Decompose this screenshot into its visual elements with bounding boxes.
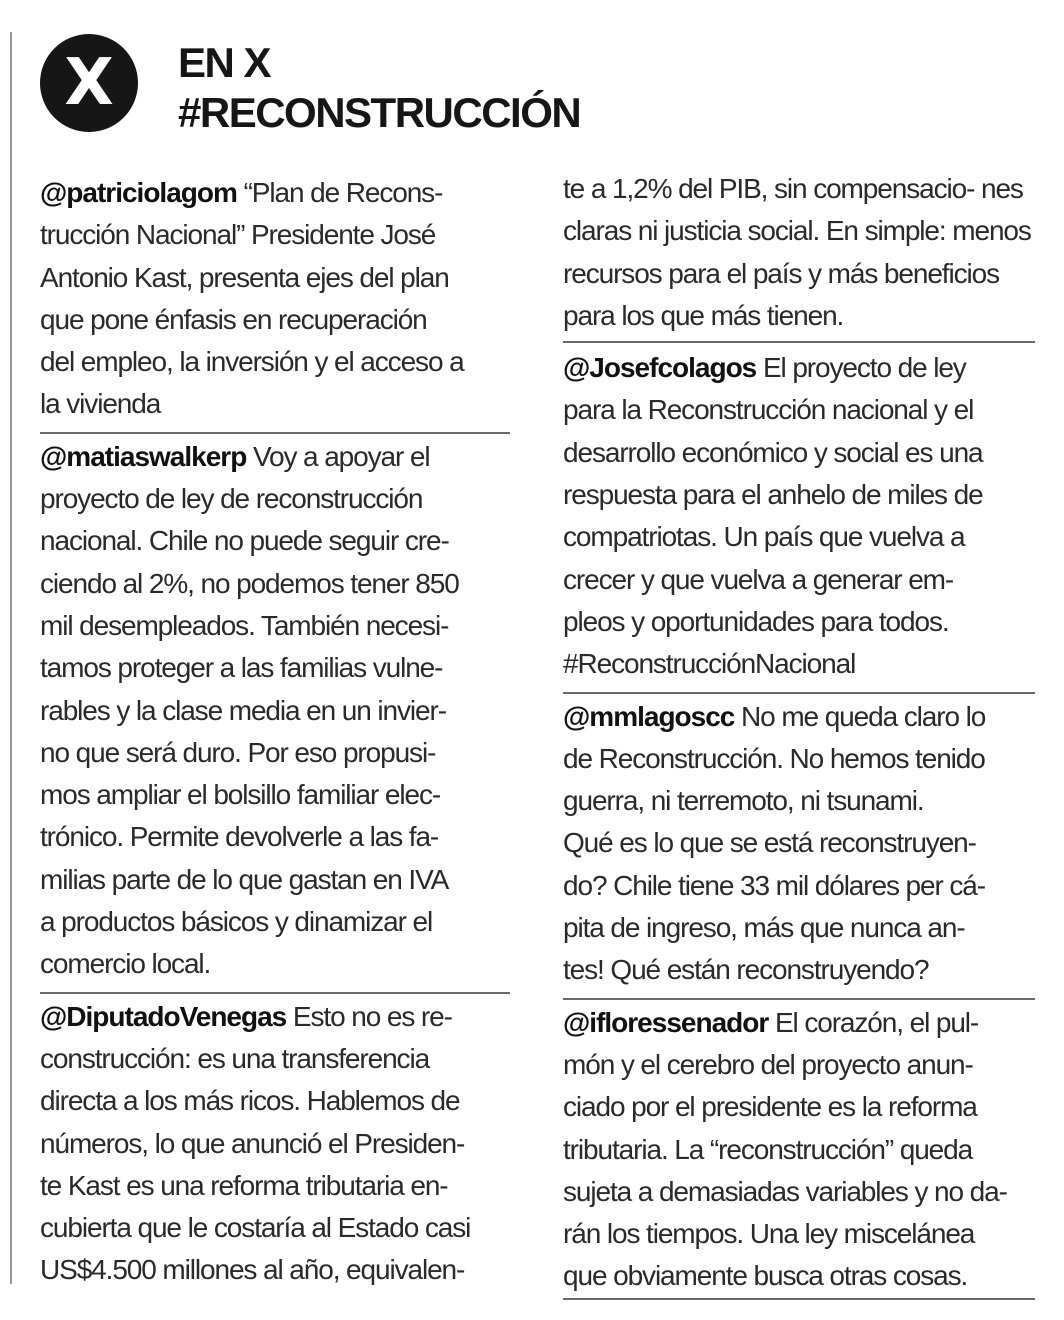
post-josefcolagos [563,347,1035,685]
post-text: construcción: es una transferencia [40,1042,430,1074]
post-ifloressenador [563,998,1035,1300]
post-text: milias parte de lo que gastan en IVA [40,863,449,895]
post-text: compatriotas. Un país que vuelva a [563,521,965,553]
post-handle: @ifloressenador [563,1006,769,1038]
post-text: te a 1,2% del PIB, sin compensacio- [563,173,975,204]
post-line [563,347,1035,389]
post-diputadovenegas [40,992,510,1292]
post-text: nacional. Chile no puede seguir cre- [40,525,449,557]
post-text: cubierta que le costaría al Estado casi [40,1212,471,1244]
post-text: món y el cerebro del proyecto anun- [563,1048,973,1080]
post-handle: @mmlagoscc [563,700,735,732]
post-text: la vivienda [40,388,161,420]
post-text: ciendo al 2%, no podemos tener 850 [40,567,459,599]
post-text: a productos básicos y dinamizar el [40,906,433,938]
post-text: te Kast es una reforma tributaria en- [40,1169,448,1201]
post-text: No me queda claro lo [734,700,986,732]
post-text: do? Chile tiene 33 mil dólares per cá- [563,869,986,901]
post-text: mil desempleados. También necesi- [40,609,449,641]
post-matiaswalkerp [40,432,510,986]
post-text: beneficios para los que más tienen. [563,257,999,331]
post-line [40,436,510,478]
post-line [563,1002,1035,1044]
post-line [563,696,1035,738]
title-line-2: #RECONSTRUCCIÓN [178,89,581,136]
post-text: directa a los más ricos. Hablemos de [40,1085,460,1117]
post-text: US$4.500 millones al año, equivalen- [40,1254,465,1286]
post-text: guerra, ni terremoto, ni tsunami. [563,785,924,817]
post-text: rán los tiempos. Una ley miscelánea [563,1218,975,1250]
post-handle: @DiputadoVenegas [40,1000,287,1032]
post-text: El proyecto de ley [756,352,966,384]
post-text: Voy a apoyar el [246,440,430,472]
post-text: Qué es lo que se está reconstruyen- [563,827,976,859]
post-line [40,172,510,214]
post-text: proyecto de ley de reconstrucción [40,483,423,515]
post-text: #ReconstrucciónNacional [563,648,856,680]
post-text: sujeta a demasiadas variables y no da- [563,1175,1007,1207]
left-column-rule [10,32,12,1284]
title-line-1: EN X [178,39,271,86]
post-text: “Plan de Recons- [236,177,443,208]
post-text: tamos proteger a las familias vulne- [40,652,443,684]
post-text: menos recursos para el país y más [563,215,1031,289]
post-patriciolagom [40,172,510,426]
post-text: pleos y oportunidades para todos. [563,605,949,637]
post-diputadovenegas-continued [563,168,1035,343]
post-text: que obviamente busca otras cosas. [563,1260,968,1292]
post-text: crecer y que vuelva a generar em- [563,563,954,595]
post-text: El corazón, el pul- [768,1006,979,1038]
post-text: mos ampliar el bolsillo familiar elec- [40,779,441,811]
post-text: nes claras ni justicia social. En simple: [563,173,1023,247]
post-handle: @Josefcolagos [563,352,757,384]
post-text: que pone énfasis en recuperación [40,303,427,335]
x-logo-icon: X [40,34,138,132]
post-text: respuesta para el anhelo de miles de [563,479,983,511]
post-line [40,996,510,1038]
post-text: de Reconstrucción. No hemos tenido [563,742,985,774]
post-text: para la Reconstrucción nacional y el [563,394,974,426]
post-text: comercio local. [40,948,211,980]
post-text: rables y la clase media en un invier- [40,694,446,726]
post-text: ciado por el presidente es la reforma [563,1091,977,1123]
section-header [40,30,660,140]
left-column [40,172,510,1292]
post-text: trucción Nacional” Presidente José [40,219,436,251]
post-text: desarrollo económico y social es una [563,436,983,468]
post-mmlagoscc [563,692,1035,992]
post-text: tes! Qué están reconstruyendo? [563,954,929,986]
post-text: no que será duro. Por eso propusi- [40,736,436,768]
post-text: del empleo, la inversión y el acceso a [40,346,464,378]
post-handle: @matiaswalkerp [40,440,247,472]
post-text: números, lo que anunció el Presiden- [40,1127,465,1159]
post-text: pita de ingreso, más que nunca an- [563,912,965,944]
section-title [178,38,580,138]
right-column [563,168,1035,1300]
post-text: Esto no es re- [286,1000,452,1032]
post-text: Antonio Kast, presenta ejes del plan [40,261,449,293]
post-text: trónico. Permite devolverle a las fa- [40,821,439,853]
post-handle: @patriciolagom [40,177,237,208]
post-text: tributaria. La “reconstrucción” queda [563,1133,973,1165]
